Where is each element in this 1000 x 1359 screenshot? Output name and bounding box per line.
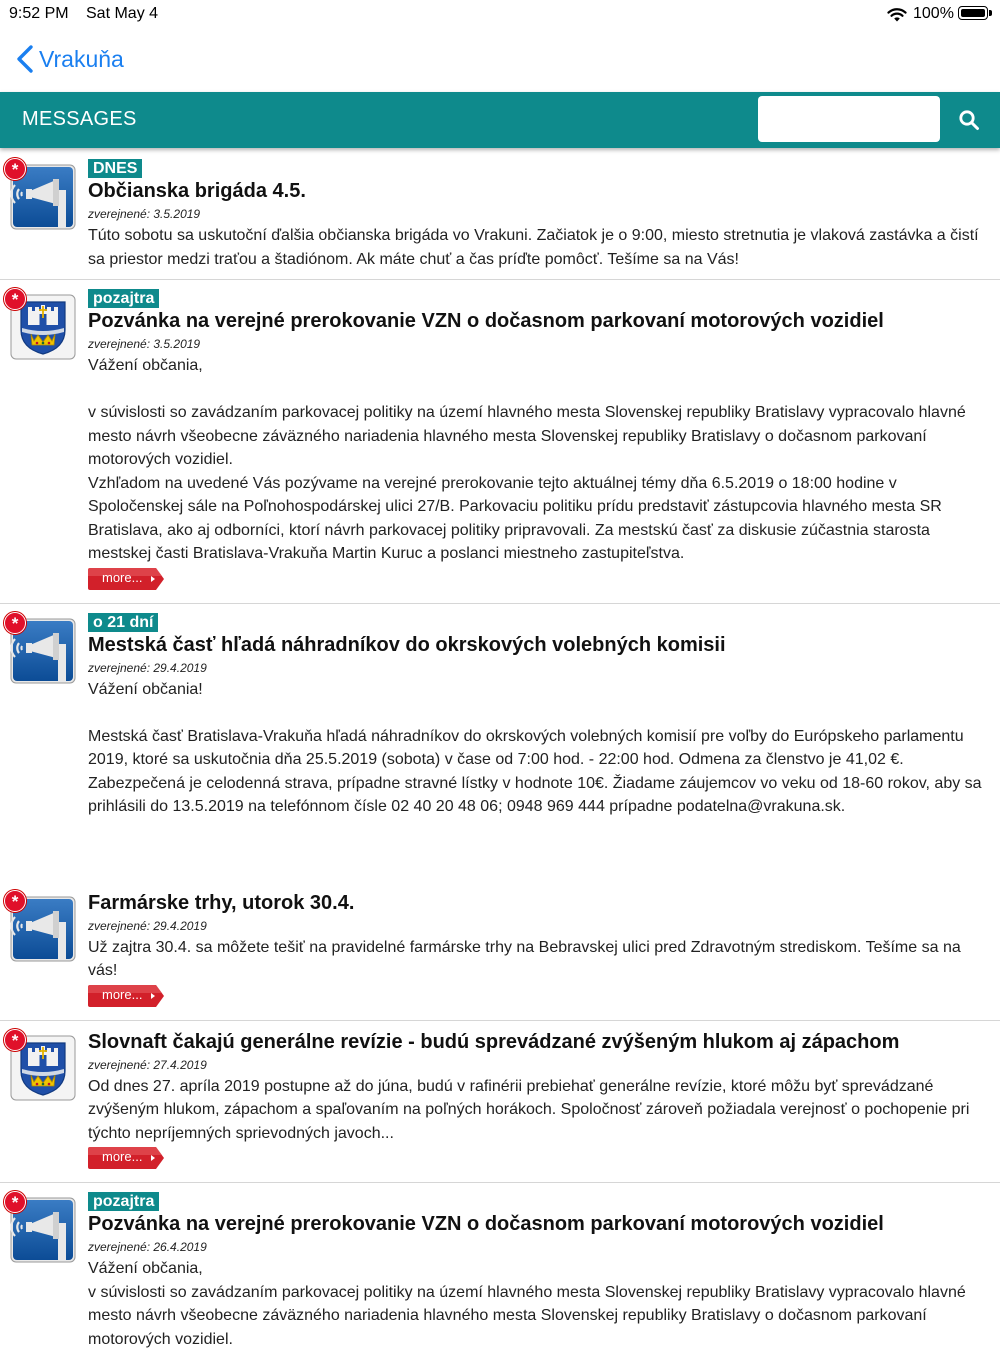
battery-icon (958, 6, 988, 20)
message-date: zverejnené: 26.4.2019 (88, 1240, 207, 1254)
message-item[interactable] (0, 280, 1000, 604)
unread-indicator-icon: * (4, 158, 26, 180)
search-button[interactable] (946, 98, 992, 142)
more-button[interactable] (88, 568, 164, 590)
message-date: zverejnené: 27.4.2019 (88, 1057, 207, 1072)
navigation-bar (0, 28, 1000, 92)
message-item[interactable] (0, 604, 1000, 882)
search-icon (958, 109, 980, 131)
status-badge: pozajtra (88, 1192, 159, 1211)
message-title: Pozvánka na verejné prerokovanie VZN o dočasnom parkovaní motorových vozidiel (88, 310, 884, 332)
back-button-label: Vrakuňa (39, 45, 124, 72)
message-item[interactable] (0, 1021, 1000, 1184)
status-date: Sat May 4 (86, 5, 159, 22)
status-badge: pozajtra (88, 289, 159, 308)
battery-tip (989, 10, 992, 16)
message-text: Vážení občania, v súvislosti so zavádzaním parkovacej politiky na území hlavného mesta Slovenskej republiky Bratislavy vypracovalo hlavné mesto návrh všeobecne záväzného nariadenia hlavného mesta Slovenskej republiky Bratislavy o dočasnom parkovaní motorových vozidiel. (88, 1260, 966, 1348)
unread-indicator-icon: * (4, 890, 26, 912)
message-text: Už zajtra 30.4. sa môžete tešiť na pravidelné farmárske trhy na Bebravskej ulici pred Zdravotným strediskom. Tešíme sa na vás! (88, 938, 961, 979)
more-button[interactable] (88, 1147, 164, 1169)
status-time: 9:52 PM (9, 5, 69, 22)
chevron-left-icon (14, 44, 36, 74)
search-input[interactable] (758, 96, 940, 142)
unread-indicator-icon: * (4, 1029, 26, 1051)
message-text: Túto sobotu sa uskutoční ďalšia občianska brigáda vo Vrakuni. Začiatok je o 9:00, miesto stretnutia je vlaková zastávka a čistí sa priestor medzi traťou a štadiónom. Ak máte chuť a čas príďte pomôcť. Tešíme sa na Vás! (88, 227, 979, 268)
status-bar (0, 0, 1000, 28)
message-item[interactable] (0, 882, 1000, 1021)
message-date: zverejnené: 3.5.2019 (88, 337, 201, 351)
message-text: Vážení občania, v súvislosti so zavádzaním parkovacej politiky na území hlavného mesta Slovenskej republiky Bratislavy vypracovalo hlavné mesto návrh všeobecne záväzného nariadenia hlavného mesta Slovenskej republiky Bratislavy o dočasnom parkovaní motorových vozidiel. Vzhľadom na uvedené Vás pozývame na verejné prerokovanie tejto aktuálnej témy dňa 6.5.2019 o 18:00 hodine v Spoločenskej sále na Poľnohospodárskej ulici 27/B. Parkovaciu politiku prídu predstaviť zástupcovia hlavného mesta SR Bratislava, ako aj odborníci, ktorí návrh parkovacej politiky pripravovali. Za mestskú časť za diskusie zúčastnia starosta mestskej časti Bratislava-Vrakuňa Martin Kuruc a poslanci miestneho zastupiteľstva. (88, 357, 966, 562)
message-list (0, 150, 1000, 1359)
unread-indicator-icon: * (4, 288, 26, 310)
status-badge: DNES (88, 159, 142, 178)
message-item[interactable] (0, 1183, 1000, 1359)
back-button[interactable] (14, 42, 124, 76)
message-title: Slovnaft čakajú generálne revízie - budú sprevádzané zvýšeným hlukom aj zápachom (88, 1030, 900, 1053)
status-badge: o 21 dní (88, 613, 158, 632)
message-date: zverejnené: 29.4.2019 (88, 660, 207, 675)
unread-indicator-icon: * (4, 612, 26, 634)
more-button[interactable] (88, 985, 164, 1007)
message-date: zverejnené: 29.4.2019 (88, 918, 207, 933)
page-title: MESSAGES (22, 108, 137, 130)
message-title: Občianska brigáda 4.5. (88, 180, 306, 202)
more-button-label: more... (102, 986, 143, 1002)
message-text: Od dnes 27. apríla 2019 postupne až do júna, budú v rafinérii prebiehať generálne revízie, ktoré môžu byť sprevádzané zvýšeným hlukom, zápachom a spaľovaním na poľných horákoch. Spoločnosť zároveň požiadala verejnosť o pochopenie pri týchto nepríjemných sprievodných javoch... (88, 1077, 970, 1142)
more-button-label: more... (102, 1149, 143, 1164)
message-title: Mestská časť hľadá náhradníkov do okrskových volebných komisii (88, 633, 726, 656)
unread-indicator-icon: * (4, 1191, 26, 1213)
message-title: Pozvánka na verejné prerokovanie VZN o dočasnom parkovaní motorových vozidiel (88, 1213, 884, 1235)
message-item[interactable] (0, 150, 1000, 280)
message-text: Vážení občania! Mestská časť Bratislava-Vrakuňa hľadá náhradníkov do okrskových volebných komisií pre voľby do Európskeho parlamentu 2019, ktoré sa uskutočnia dňa 25.5.2019 (sobota) v čase od 7:00 hod. - 22:00 hod. Odmena za členstvo je 41,02 €. Zabezpečená je celodenná strava, prípadne stravné lístky v hodnote 10€. Žiadame záujemcov vo veku od 18-60 rokov, aby sa prihlásili do 13.5.2019 na telefónnom čísle 02 40 20 48 06; 0948 969 444 prípadne podatelna@vrakuna.sk. (88, 680, 982, 815)
more-button-label: more... (102, 569, 143, 585)
battery-percent: 100% (913, 5, 954, 22)
message-date: zverejnené: 3.5.2019 (88, 207, 201, 221)
messages-header (0, 92, 1000, 148)
wifi-icon (886, 5, 908, 23)
message-title: Farmárske trhy, utorok 30.4. (88, 891, 355, 914)
